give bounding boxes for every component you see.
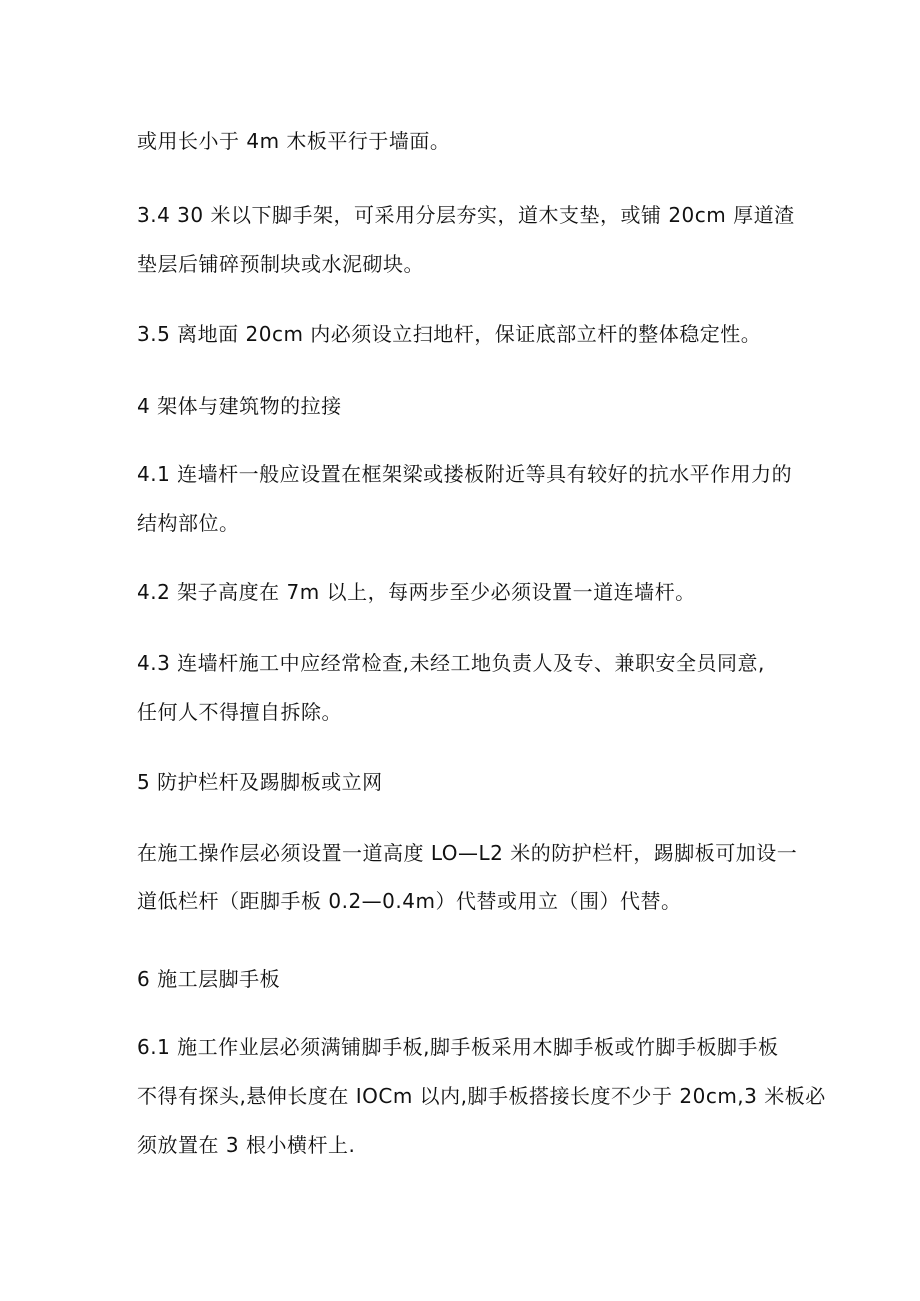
section-6-1-line-3: 须放置在 3 根小横杆上. xyxy=(137,1133,356,1157)
section-4-3-line-2: 任何人不得擅自拆除。 xyxy=(137,700,342,724)
section-6-1-line-2: 不得有探头,悬伸长度在 IOCm 以内,脚手板搭接长度不少于 20cm,3 米板必 xyxy=(137,1084,826,1108)
section-3-4-line-2: 垫层后铺碎预制块或水泥砌块。 xyxy=(137,252,424,276)
heading-section-4: 4 架体与建筑物的拉接 xyxy=(137,394,342,418)
section-4-3-line-1: 4.3 连墙杆施工中应经常检查,未经工地负责人及专、兼职安全员同意, xyxy=(137,651,765,675)
section-3-4-line-1: 3.4 30 米以下脚手架，可采用分层夯实，道木支垫，或铺 20cm 厚道渣 xyxy=(137,203,795,227)
heading-section-5: 5 防护栏杆及踢脚板或立网 xyxy=(137,770,383,794)
section-5-line-1: 在施工操作层必须设置一道高度 LO—L2 米的防护栏杆，踢脚板可加设一 xyxy=(137,841,798,865)
section-5-line-2: 道低栏杆（距脚手板 0.2—0.4m）代替或用立（围）代替。 xyxy=(137,889,682,913)
section-4-1-line-1: 4.1 连墙杆一般应设置在框架梁或搂板附近等具有较好的抗水平作用力的 xyxy=(137,462,793,486)
heading-section-6: 6 施工层脚手板 xyxy=(137,967,281,991)
section-6-1-line-1: 6.1 施工作业层必须满铺脚手板,脚手板采用木脚手板或竹脚手板脚手板 xyxy=(137,1035,779,1059)
section-4-1-line-2: 结构部位。 xyxy=(137,511,240,535)
section-4-2-line: 4.2 架子高度在 7m 以上，每两步至少必须设置一道连墙杆。 xyxy=(137,580,696,604)
paragraph-line: 或用长小于 4m 木板平行于墙面。 xyxy=(137,129,451,153)
section-3-5-line: 3.5 离地面 20cm 内必须设立扫地杆，保证底部立杆的整体稳定性。 xyxy=(137,322,762,346)
